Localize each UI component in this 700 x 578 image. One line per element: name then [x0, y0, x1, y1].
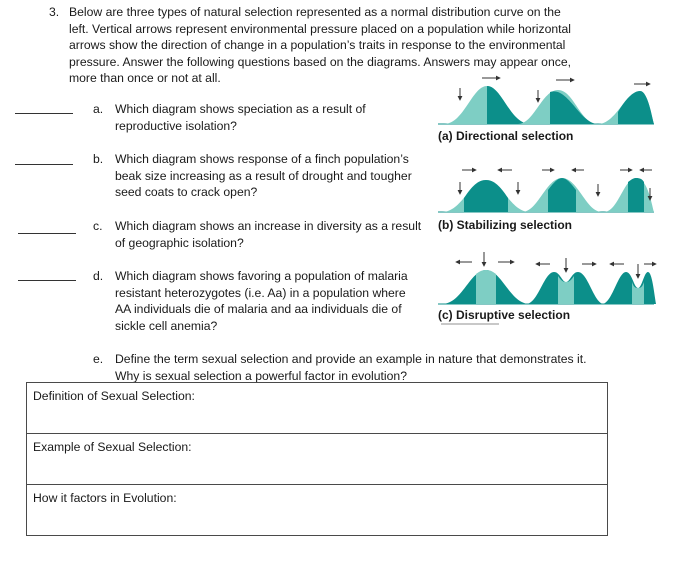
answer-blank-a[interactable] — [15, 113, 73, 114]
caption-directional: (a) Directional selection — [438, 129, 574, 143]
intro-line: Below are three types of natural selection represented as a normal distribution curve on the — [69, 5, 561, 19]
subquestion-line: sickle cell anemia? — [115, 318, 218, 333]
intro-line: arrows show the direction of change in a population’s traits in response to the environmental — [69, 38, 566, 52]
subquestion-letter: d. — [93, 269, 104, 283]
intro-line: more than once or not at all. — [69, 71, 221, 85]
subquestion-d — [115, 268, 425, 334]
curve-dark — [628, 178, 644, 212]
subquestion-c — [115, 218, 425, 251]
subquestion-letter: b. — [93, 152, 104, 166]
subquestion-line: of geographic isolation? — [115, 235, 244, 250]
directional-selection-diagram — [438, 74, 658, 130]
subquestion-line: reproductive isolation? — [115, 118, 237, 133]
subquestion-line: resistant heterozygotes (i.e. Aa) in a population where — [115, 285, 406, 300]
evolution-answer-box[interactable] — [26, 484, 608, 536]
subquestion-line: Which diagram shows speciation as a result of — [115, 102, 366, 116]
example-answer-box[interactable] — [26, 433, 608, 485]
curve-dark — [476, 270, 496, 304]
intro-line: left. Vertical arrows represent environmental pressure placed on a population while horizontal — [69, 21, 571, 36]
subquestion-line: Which diagram shows response of a finch population’s — [115, 152, 409, 166]
curve-dark — [618, 91, 654, 124]
part-e-line: Define the term sexual selection and provide an example in nature that demonstrates it. — [115, 352, 587, 366]
disruptive-selection-diagram — [438, 252, 658, 308]
subquestion-b — [115, 151, 425, 201]
figure-credit-smudge — [441, 323, 499, 325]
answer-blank-b[interactable] — [15, 164, 73, 165]
part-e-letter: e. — [93, 352, 104, 366]
question-number: 3. — [49, 5, 60, 19]
caption-disruptive: (c) Disruptive selection — [438, 308, 571, 322]
definition-label: Definition of Sexual Selection: — [33, 389, 195, 403]
part-e-line: Why is sexual selection a powerful factor in evolution? — [115, 368, 407, 383]
subquestion-line: Which diagram shows favoring a population of malaria — [115, 269, 408, 283]
intro-line: pressure. Answer the following questions based on the diagrams. Answers may appear once, — [69, 54, 572, 69]
subquestion-letter: a. — [93, 102, 104, 116]
curve-dark — [464, 180, 508, 212]
curve-dark — [550, 91, 598, 124]
answer-blank-d[interactable] — [18, 280, 76, 281]
caption-stabilizing: (b) Stabilizing selection — [438, 218, 573, 232]
answer-blank-c[interactable] — [18, 233, 76, 234]
subquestion-line: beak size increasing as a result of drought and tougher — [115, 168, 412, 183]
example-label: Example of Sexual Selection: — [33, 440, 192, 454]
subquestion-letter: c. — [93, 219, 103, 233]
curve-dark — [487, 86, 530, 124]
subquestion-line: AA individuals die of malaria and aa individuals die of — [115, 302, 402, 316]
subquestion-line: seed coats to crack open? — [115, 185, 258, 199]
curve-light — [602, 272, 656, 304]
part-e-text — [115, 351, 635, 384]
stabilizing-selection-diagram — [438, 164, 658, 216]
definition-answer-box[interactable] — [26, 382, 608, 434]
subquestion-line: Which diagram shows an increase in diversity as a result — [115, 219, 422, 233]
subquestion-a — [115, 101, 425, 134]
evolution-label: How it factors in Evolution: — [33, 491, 177, 505]
curve-dark — [558, 276, 574, 304]
